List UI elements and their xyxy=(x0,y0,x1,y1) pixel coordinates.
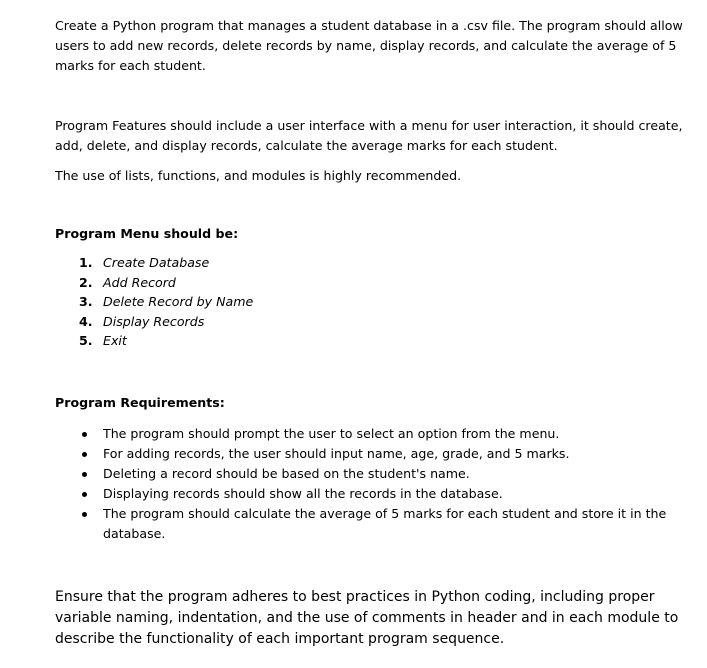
menu-list xyxy=(55,253,685,351)
menu-item-label: Create Database xyxy=(103,255,210,270)
menu-item-add-record xyxy=(55,273,685,293)
bullet-icon xyxy=(82,492,87,497)
menu-item-label: Exit xyxy=(103,333,127,348)
menu-item-exit xyxy=(55,331,685,351)
requirement-item xyxy=(55,444,685,464)
requirement-text: The program should prompt the user to select an option from the menu. xyxy=(103,425,560,441)
requirement-text: Displaying records should show all the records in the database. xyxy=(103,485,503,501)
requirements-list xyxy=(55,424,685,544)
menu-item-number: 1. xyxy=(79,255,93,270)
menu-item-label: Display Records xyxy=(103,313,205,329)
menu-heading: Program Menu should be: xyxy=(55,226,239,241)
menu-item-number: 3. xyxy=(79,294,93,309)
menu-item-number: 4. xyxy=(79,313,93,329)
requirement-text: The program should calculate the average of 5 marks for each student and store it in the database. xyxy=(103,505,667,541)
menu-item-display-records xyxy=(55,312,685,332)
menu-item-number: 2. xyxy=(79,274,93,290)
menu-item-label: Delete Record by Name xyxy=(103,294,254,309)
requirement-item xyxy=(55,424,685,444)
closing-paragraph: Ensure that the program adheres to best practices in Python coding, including proper variable naming, indentation, and the use of comments in header and in each module to describe the functionality of each important program sequence. xyxy=(55,588,679,647)
features-paragraph: Program Features should include a user interface with a menu for user interaction, it should create, add, delete, and display records, calculate the average marks for each student. xyxy=(55,118,683,153)
menu-item-delete-record xyxy=(55,292,685,312)
requirement-item xyxy=(55,504,685,544)
requirements-heading: Program Requirements: xyxy=(55,394,225,410)
bullet-icon xyxy=(82,512,87,517)
requirement-text: Deleting a record should be based on the student's name. xyxy=(103,465,470,481)
requirement-text: For adding records, the user should input name, age, grade, and 5 marks. xyxy=(103,445,570,461)
document-page xyxy=(55,16,685,650)
bullet-icon xyxy=(82,432,87,437)
requirement-item xyxy=(55,484,685,504)
requirement-item xyxy=(55,464,685,484)
menu-item-label: Add Record xyxy=(103,274,176,290)
bullet-icon xyxy=(82,472,87,477)
recommendation-paragraph: The use of lists, functions, and modules is highly recommended. xyxy=(55,168,462,183)
menu-item-create-database xyxy=(55,253,685,273)
menu-item-number: 5. xyxy=(79,333,93,348)
bullet-icon xyxy=(82,452,87,457)
intro-paragraph: Create a Python program that manages a student database in a .csv file. The program should allow users to add new records, delete records by name, display records, and calculate the average of 5 marks for each student. xyxy=(55,18,683,73)
